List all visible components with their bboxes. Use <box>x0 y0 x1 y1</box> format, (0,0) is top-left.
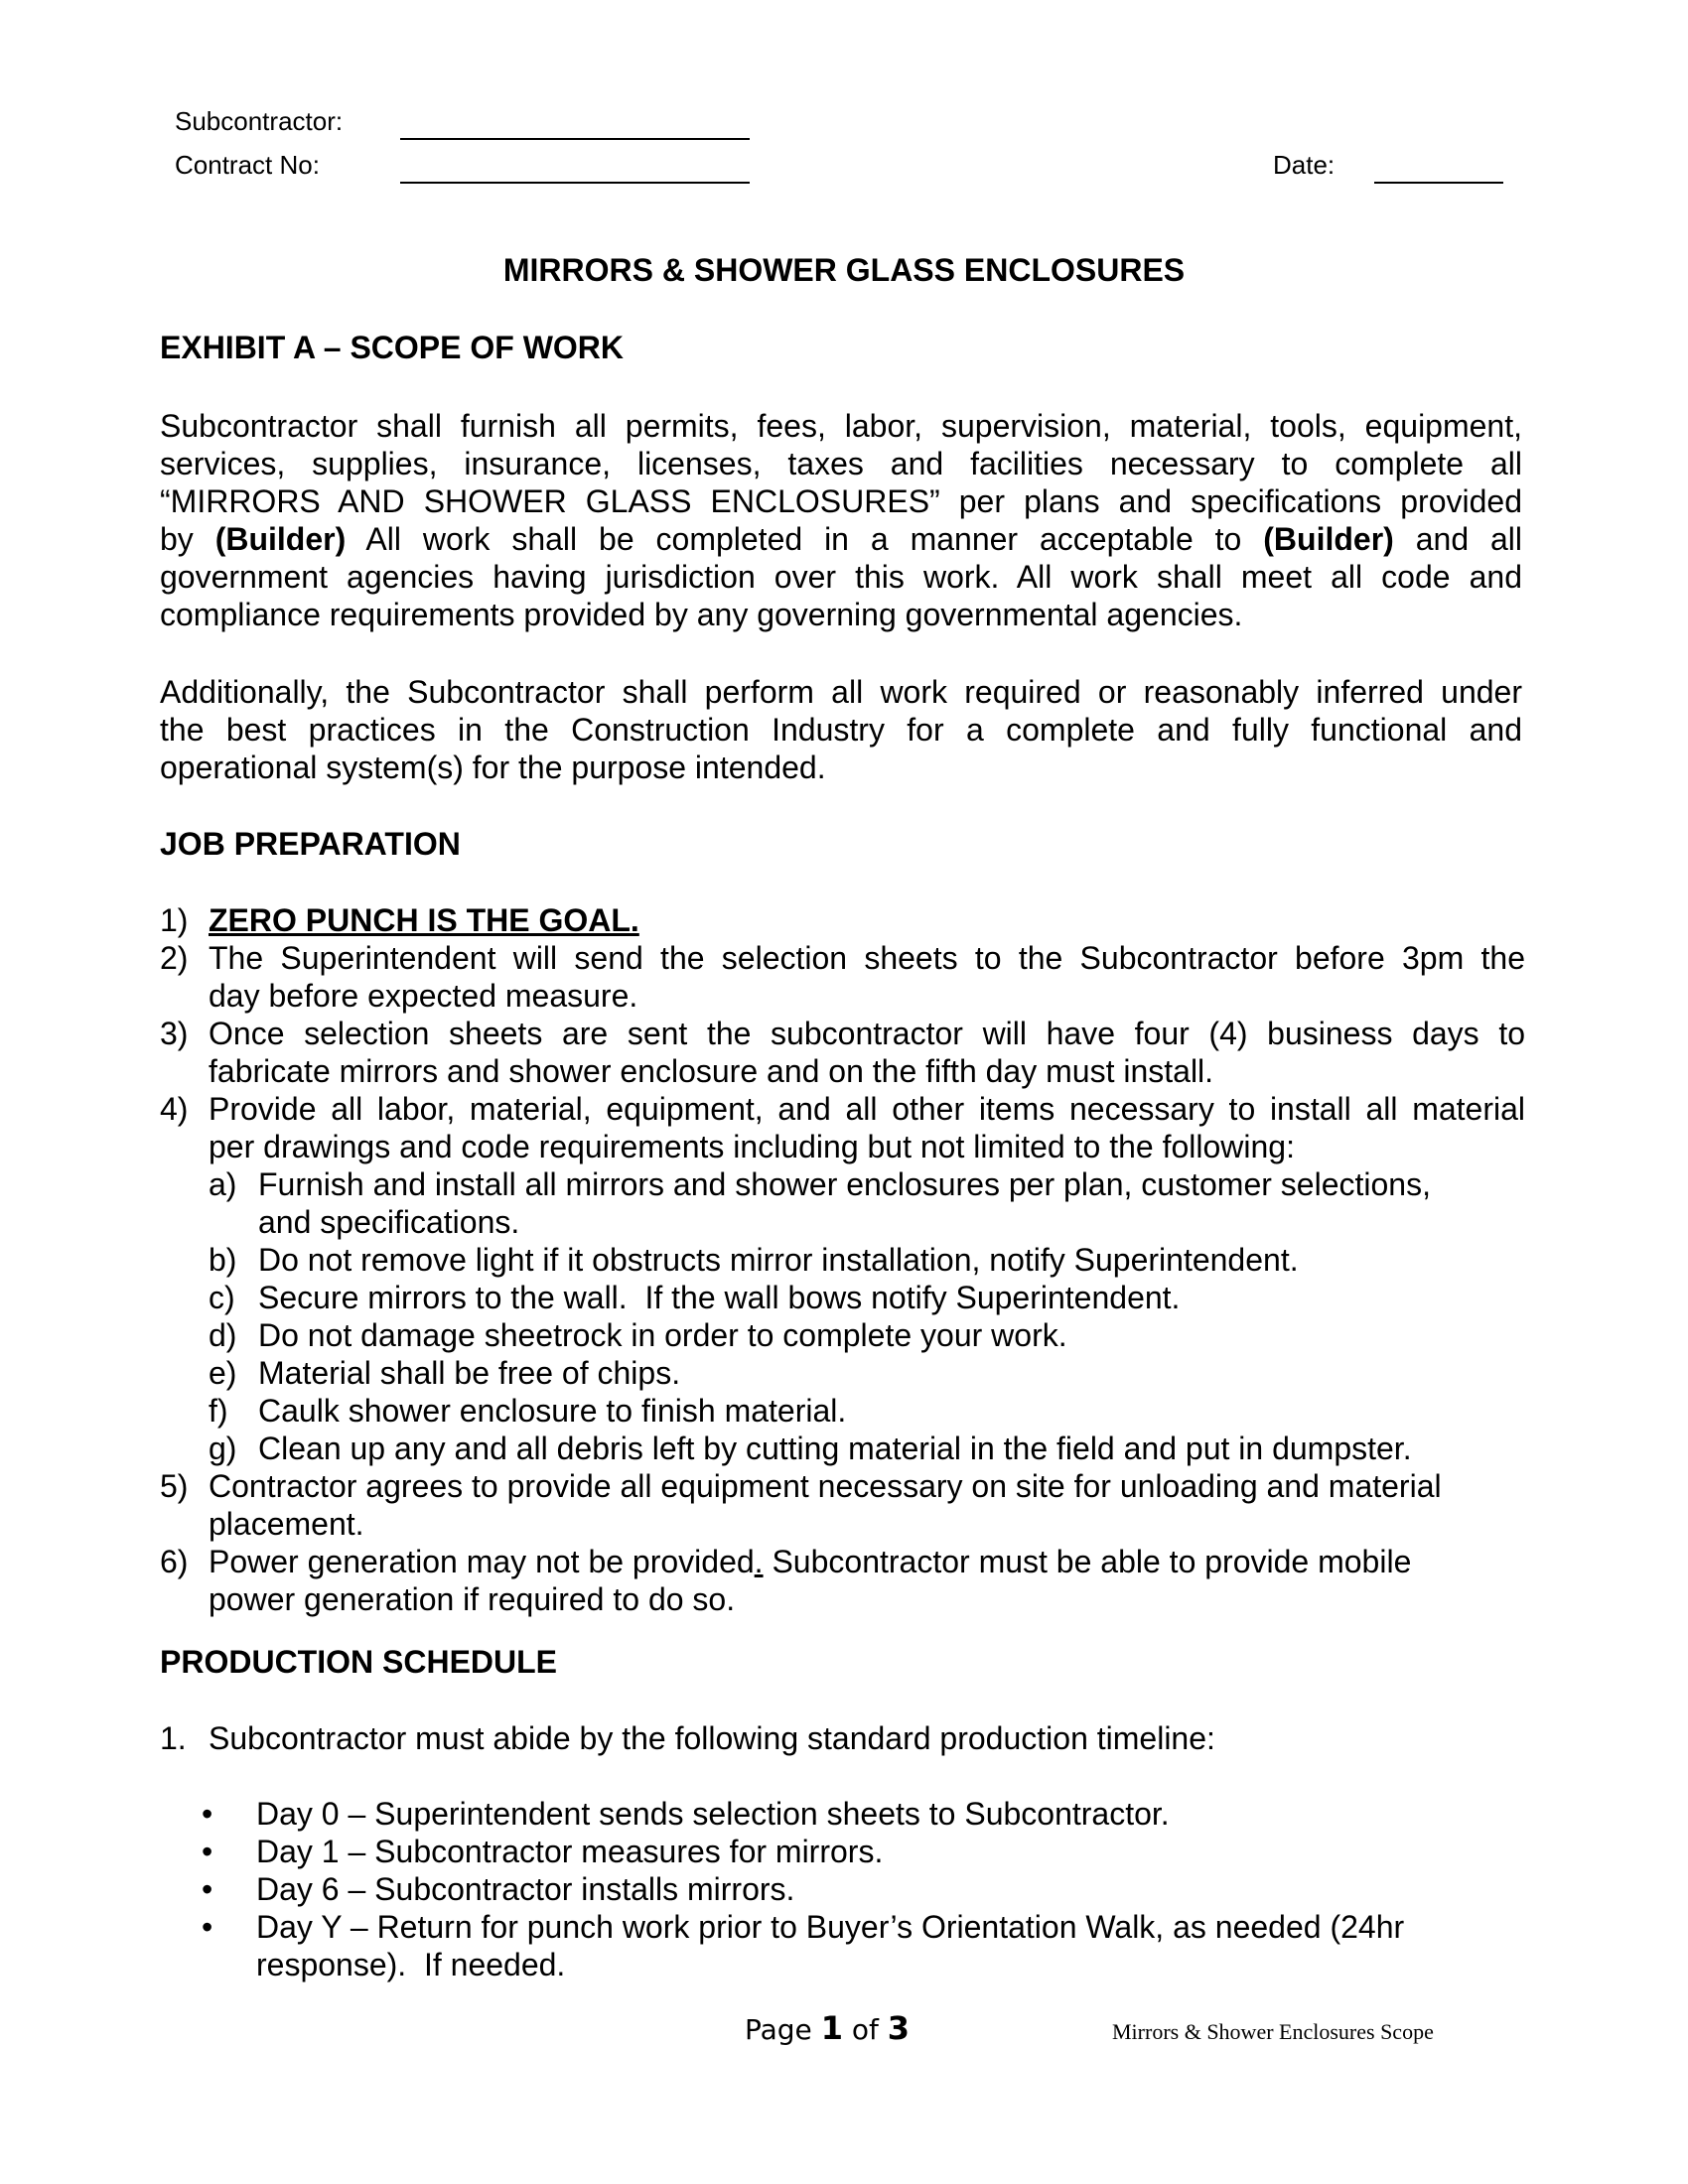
item-text: Subcontractor must abide by the following standard production timeline: <box>209 1720 1215 1756</box>
item-number: 2) <box>160 940 189 976</box>
bullet-icon: • <box>202 1871 213 1907</box>
sub-item-text: Furnish and install all mirrors and shower enclosures per plan, customer selections, <box>258 1166 1431 1202</box>
item-number: 5) <box>160 1468 189 1504</box>
text-run: Power generation may not be provided <box>209 1544 755 1579</box>
subcontractor-blank-line[interactable] <box>400 138 750 140</box>
bullet-text: Day 1 – Subcontractor measures for mirrors. <box>256 1834 884 1869</box>
item-text: Once selection sheets are sent the subcontractor will have four (4) business days to <box>209 1016 1525 1051</box>
paragraph-line: the best practices in the Construction Industry for a complete and fully functional and <box>160 712 1522 748</box>
date-blank-line[interactable] <box>1374 182 1503 184</box>
paragraph-line: compliance requirements provided by any governing governmental agencies. <box>160 597 1243 632</box>
bullet-icon: • <box>202 1796 213 1832</box>
sub-item-text: Secure mirrors to the wall. If the wall bows notify Superintendent. <box>258 1280 1181 1315</box>
text-run: and all <box>1415 521 1523 557</box>
bullet-text: Day 6 – Subcontractor installs mirrors. <box>256 1871 795 1907</box>
production-schedule-heading: PRODUCTION SCHEDULE <box>160 1644 558 1680</box>
text-run: All work shall be completed in a manner acceptable to <box>365 521 1242 557</box>
item-number: 6) <box>160 1544 189 1579</box>
page-word: Page <box>745 2013 812 2046</box>
sub-item-letter: e) <box>209 1355 237 1391</box>
bullet-text: response). If needed. <box>256 1947 566 1982</box>
exhibit-heading: EXHIBIT A – SCOPE OF WORK <box>160 330 624 365</box>
bullet-icon: • <box>202 1834 213 1869</box>
item-number: 3) <box>160 1016 189 1051</box>
sub-item-text: Material shall be free of chips. <box>258 1355 681 1391</box>
sub-item-letter: b) <box>209 1242 237 1278</box>
item-text: power generation if required to do so. <box>209 1581 736 1617</box>
paragraph-line: operational system(s) for the purpose intended. <box>160 750 826 785</box>
sub-item-letter: d) <box>209 1317 237 1353</box>
bullet-text: Day Y – Return for punch work prior to Buyer’s Orientation Walk, as needed (24hr <box>256 1909 1405 1945</box>
item-text: Contractor agrees to provide all equipment necessary on site for unloading and material <box>209 1468 1442 1504</box>
paragraph-line: government agencies having jurisdiction over this work. All work shall meet all code and <box>160 559 1522 595</box>
item-number: 1. <box>160 1720 187 1756</box>
total-pages: 3 <box>887 2009 911 2047</box>
underlined-period: . <box>754 1544 764 1579</box>
footer-document-name: Mirrors & Shower Enclosures Scope <box>1112 2019 1434 2044</box>
item-text: placement. <box>209 1506 364 1542</box>
sub-item-text: and specifications. <box>258 1204 520 1240</box>
item-text: fabricate mirrors and shower enclosure and on the fifth day must install. <box>209 1053 1214 1089</box>
sub-item-letter: g) <box>209 1431 237 1466</box>
subcontractor-label: Subcontractor: <box>175 106 344 136</box>
page-number <box>745 2009 910 2047</box>
bullet-text: Day 0 – Superintendent sends selection sheets to Subcontractor. <box>256 1796 1170 1832</box>
sub-item-letter: c) <box>209 1280 235 1315</box>
paragraph-line: services, supplies, insurance, licenses, taxes and facilities necessary to complete all <box>160 446 1522 481</box>
date-label: Date: <box>1273 150 1336 180</box>
item-text: Provide all labor, material, equipment, and all other items necessary to install all material <box>209 1091 1525 1127</box>
paragraph-line: “MIRRORS AND SHOWER GLASS ENCLOSURES” per plans and specifications provided <box>160 483 1522 519</box>
contract-no-blank-line[interactable] <box>400 182 750 184</box>
bullet-icon: • <box>202 1909 213 1945</box>
sub-item-text: Do not remove light if it obstructs mirror installation, notify Superintendent. <box>258 1242 1299 1278</box>
builder-bold: (Builder) <box>214 521 347 557</box>
scope-paragraph-2 <box>160 673 1522 786</box>
item-text: per drawings and code requirements including but not limited to the following: <box>209 1129 1295 1164</box>
item-number: 1) <box>160 902 189 938</box>
scope-paragraph-1 <box>160 407 1522 633</box>
item-text <box>209 1543 1411 1580</box>
sub-item-text: Clean up any and all debris left by cutting material in the field and put in dumpster. <box>258 1431 1412 1466</box>
paragraph-line: Subcontractor shall furnish all permits, fees, labor, supervision, material, tools, equipment, <box>160 408 1522 444</box>
sub-item-letter: a) <box>209 1166 237 1202</box>
text-run: by <box>160 521 194 557</box>
job-preparation-heading: JOB PREPARATION <box>160 826 461 862</box>
item-number: 4) <box>160 1091 189 1127</box>
text-run: Subcontractor must be able to provide mobile <box>763 1544 1412 1579</box>
sub-item-text: Caulk shower enclosure to finish material. <box>258 1393 847 1429</box>
builder-bold: (Builder) <box>1263 521 1394 557</box>
paragraph-line: Additionally, the Subcontractor shall perform all work required or reasonably inferred under <box>160 674 1522 710</box>
document-title: MIRRORS & SHOWER GLASS ENCLOSURES <box>502 252 1186 288</box>
contract-no-label: Contract No: <box>175 150 320 180</box>
current-page: 1 <box>820 2009 843 2047</box>
paragraph-line <box>160 520 1522 558</box>
sub-item-letter: f) <box>209 1393 228 1429</box>
item-text: The Superintendent will send the selection sheets to the Subcontractor before 3pm the <box>209 940 1525 976</box>
item-text: day before expected measure. <box>209 978 638 1014</box>
zero-punch-goal: ZERO PUNCH IS THE GOAL. <box>209 902 639 938</box>
sub-item-text: Do not damage sheetrock in order to complete your work. <box>258 1317 1067 1353</box>
of-word: of <box>851 2013 879 2046</box>
